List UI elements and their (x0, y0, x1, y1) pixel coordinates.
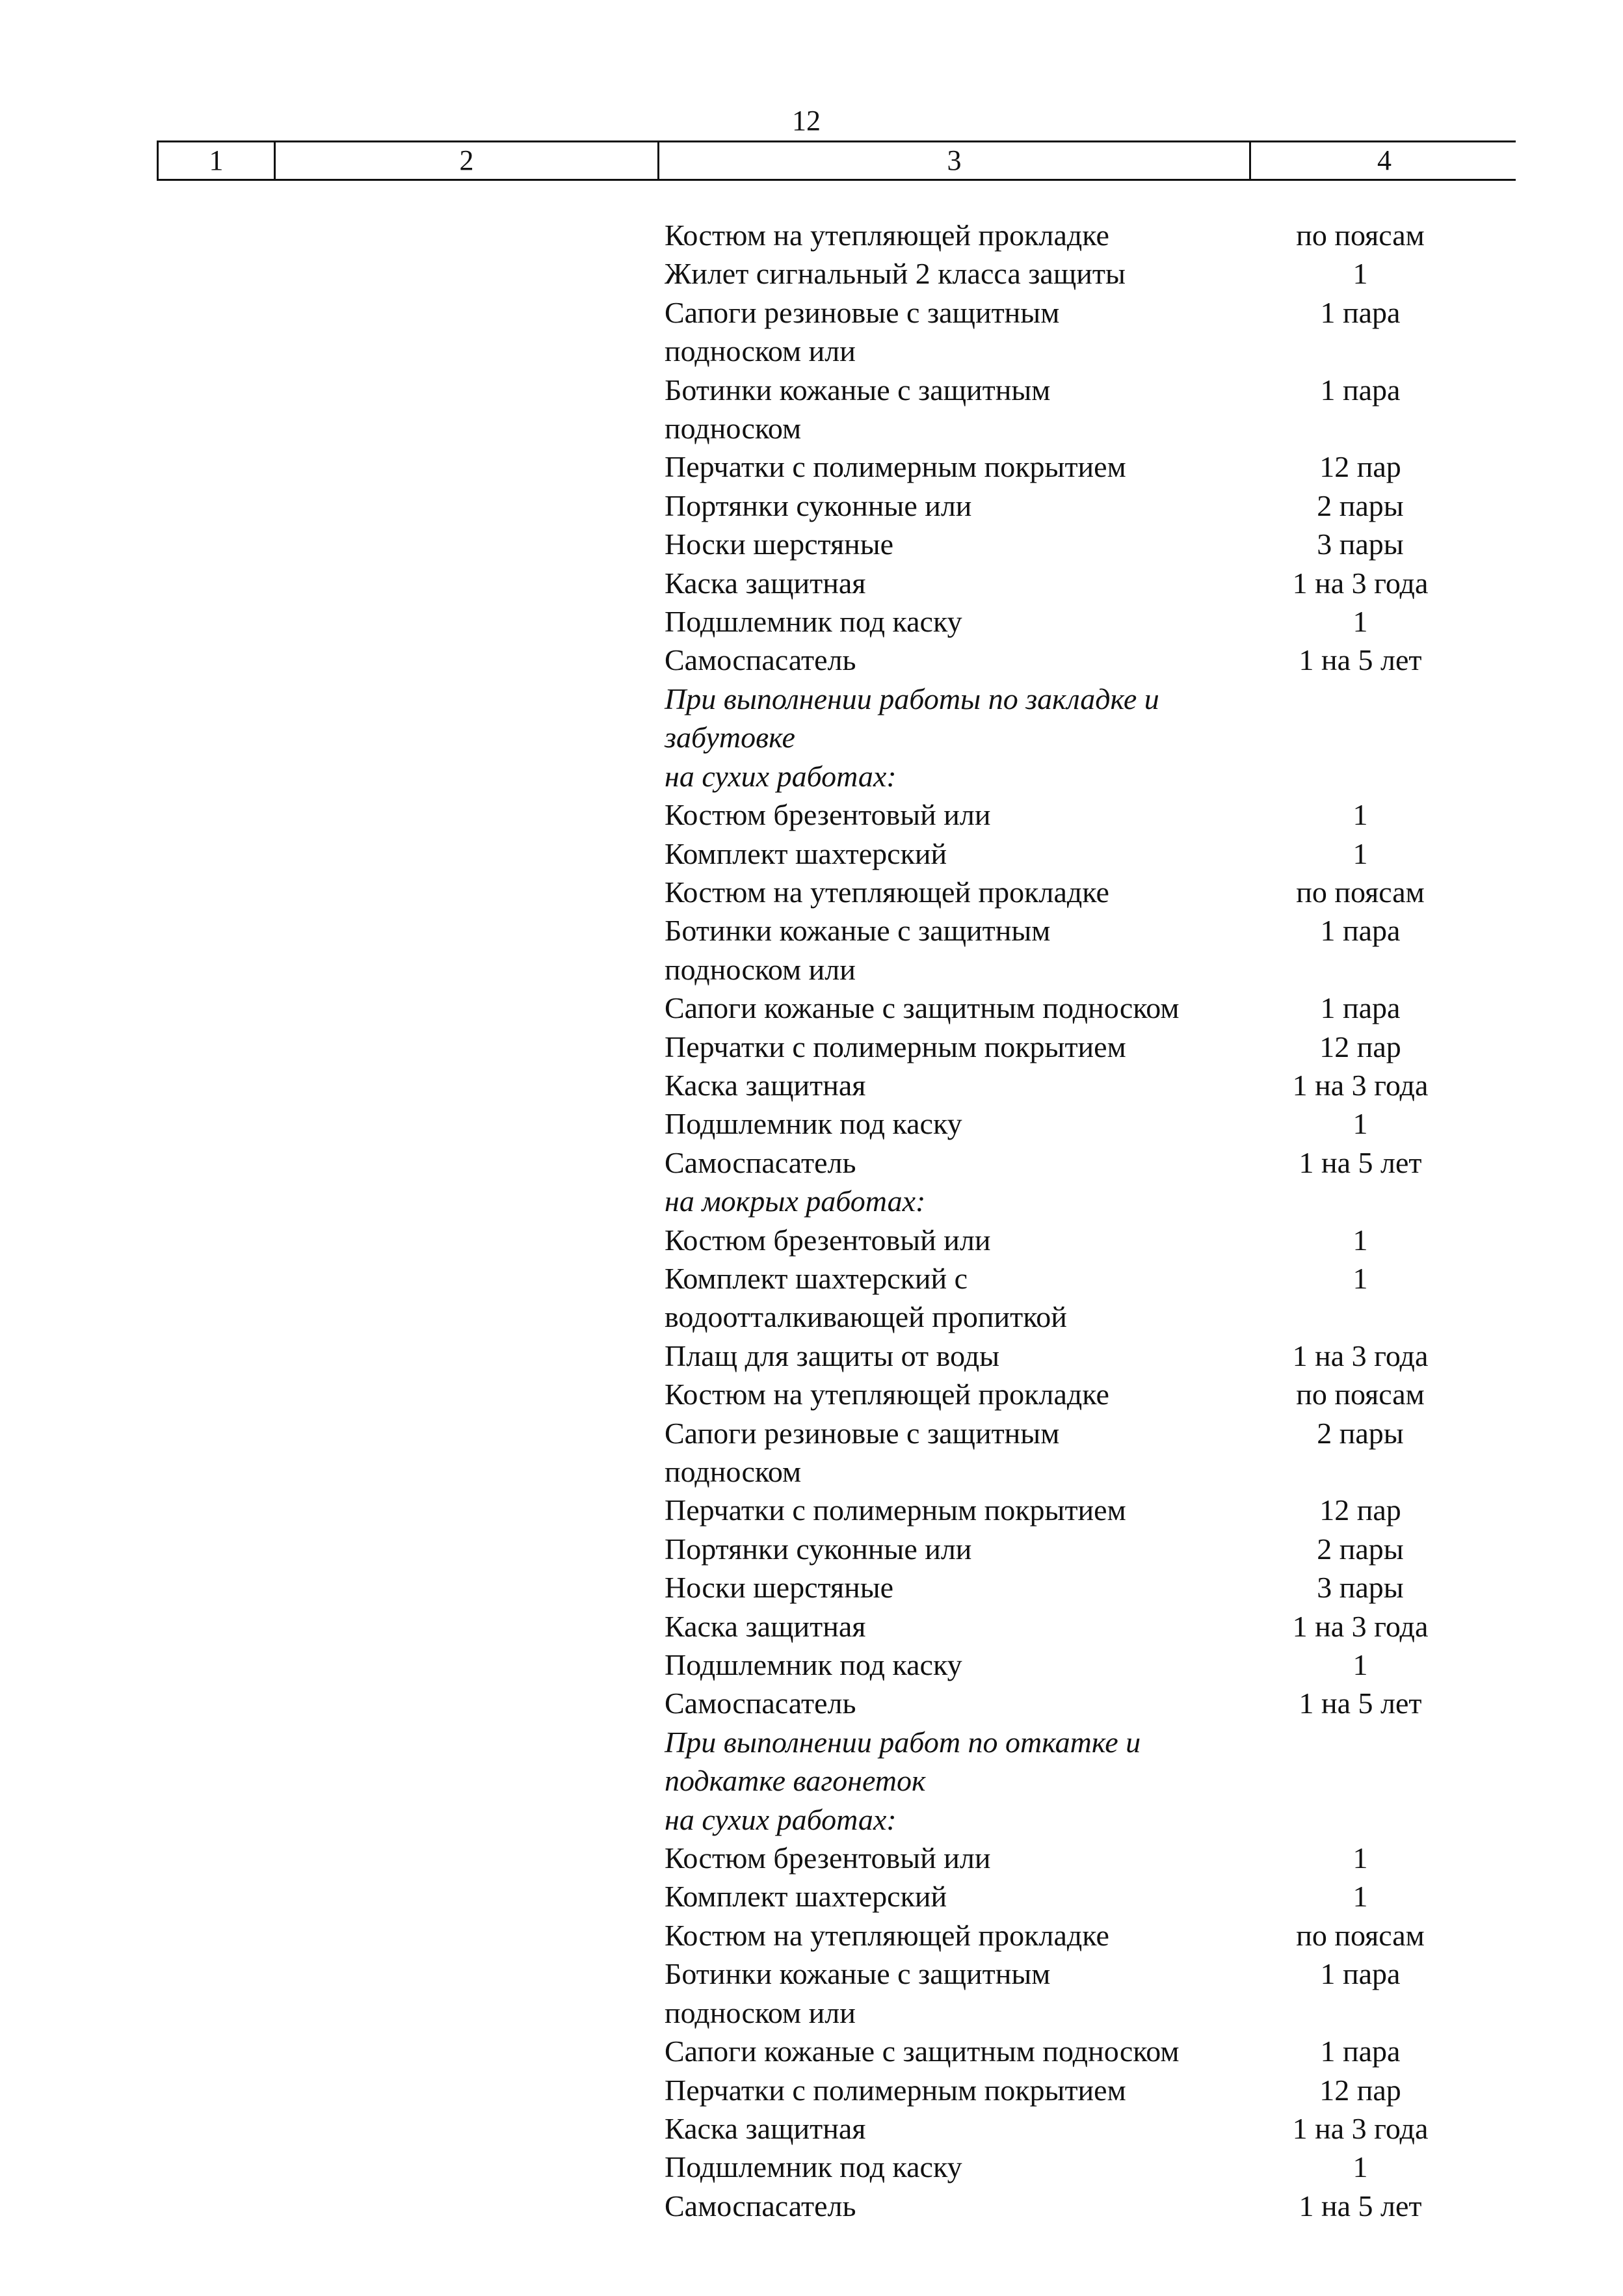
item-name: Костюм на утепляющей прокладке (665, 1378, 1109, 1411)
item-quantity: 2 пары (1317, 488, 1404, 522)
item-quantity: 1 на 3 года (1292, 2111, 1429, 2145)
list-item (665, 1877, 1523, 1916)
section-heading: на сухих работах: (665, 1802, 897, 1836)
list-item (665, 564, 1523, 602)
list-item (665, 487, 1523, 525)
list-item (665, 447, 1523, 486)
item-quantity: 1 на 5 лет (1299, 643, 1422, 677)
item-name: Сапоги резиновые с защитным (665, 295, 1060, 329)
list-item (665, 1452, 1523, 1491)
item-name: подноском или (665, 952, 856, 986)
item-quantity: 1 (1352, 257, 1368, 291)
list-item (665, 1684, 1523, 1722)
item-name: Костюм на утепляющей прокладке (665, 219, 1109, 252)
list-item (665, 1337, 1523, 1375)
list-item (665, 1143, 1523, 1182)
list-item (665, 1723, 1523, 1761)
list-item (665, 1182, 1523, 1220)
item-quantity: 1 (1352, 798, 1368, 832)
item-quantity: 1 на 3 года (1292, 1068, 1429, 1102)
list-item (665, 332, 1523, 370)
item-name: Самоспасатель (665, 1687, 856, 1720)
column-header-2: 2 (276, 142, 659, 179)
column-header-3: 3 (659, 142, 1251, 179)
list-item (665, 2071, 1523, 2109)
item-name: подноском (665, 1455, 802, 1488)
item-name: Самоспасатель (665, 643, 856, 677)
list-item (665, 216, 1523, 254)
list-item (665, 1994, 1523, 2032)
item-quantity: 1 (1352, 1107, 1368, 1141)
item-quantity: 1 на 5 лет (1299, 2189, 1422, 2223)
item-name: Ботинки кожаные с защитным (665, 914, 1051, 948)
item-quantity: 1 на 3 года (1292, 1339, 1429, 1372)
item-name: Ботинки кожаные с защитным (665, 373, 1051, 407)
item-name: подноском или (665, 1996, 856, 2029)
item-name: Самоспасатель (665, 2189, 856, 2223)
page-number: 12 (792, 105, 821, 137)
item-quantity: 1 на 5 лет (1299, 1687, 1422, 1720)
item-quantity: 12 пар (1319, 1030, 1401, 1063)
item-name: Сапоги кожаные с защитным подноском (665, 2035, 1180, 2068)
list-item (665, 1646, 1523, 1684)
item-name: Перчатки с полимерным покрытием (665, 1030, 1126, 1063)
item-name: Каска защитная (665, 2111, 866, 2145)
item-quantity: 1 пара (1320, 991, 1401, 1025)
table-header (157, 140, 1516, 181)
item-name: Портянки суконные или (665, 488, 972, 522)
list-item (665, 2032, 1523, 2070)
list-item (665, 1839, 1523, 1877)
list-item (665, 834, 1523, 873)
item-quantity: 1 (1352, 1223, 1368, 1257)
item-name: Портянки суконные или (665, 1532, 972, 1566)
list-item (665, 1916, 1523, 1955)
item-name: Носки шерстяные (665, 1571, 894, 1605)
list-item (665, 1800, 1523, 1839)
item-quantity: 1 (1352, 605, 1368, 639)
item-name: Каска защитная (665, 566, 866, 600)
item-name: Сапоги кожаные с защитным подноском (665, 991, 1180, 1025)
item-name: Костюм брезентовый или (665, 798, 991, 832)
list-item (665, 1761, 1523, 1800)
item-name: Сапоги резиновые с защитным (665, 1416, 1060, 1450)
item-quantity: 1 на 3 года (1292, 566, 1429, 600)
list-item (665, 795, 1523, 834)
item-quantity: по поясам (1296, 219, 1425, 252)
list-item (665, 911, 1523, 950)
list-item (665, 641, 1523, 679)
item-name: Подшлемник под каску (665, 1107, 962, 1141)
item-quantity: 1 пара (1320, 373, 1401, 407)
list-item (665, 1259, 1523, 1298)
list-item (665, 1028, 1523, 1066)
item-name: Подшлемник под каску (665, 1648, 962, 1682)
item-name: Костюм брезентовый или (665, 1223, 991, 1257)
item-quantity: 1 (1352, 2150, 1368, 2184)
item-quantity: 1 на 5 лет (1299, 1145, 1422, 1179)
item-quantity: 1 (1352, 1841, 1368, 1875)
item-name: водоотталкивающей пропиткой (665, 1300, 1067, 1334)
item-name: Плащ для защиты от воды (665, 1339, 1000, 1372)
item-name: Костюм на утепляющей прокладке (665, 875, 1109, 909)
item-name: Комплект шахтерский (665, 1880, 947, 1914)
item-name: Комплект шахтерский (665, 836, 947, 870)
column-header-4: 4 (1377, 144, 1392, 176)
item-quantity: 3 пары (1317, 527, 1404, 561)
list-item (665, 873, 1523, 911)
list-item (665, 1414, 1523, 1452)
ppe-list (665, 216, 1523, 2225)
list-item (665, 680, 1523, 718)
list-item (665, 1066, 1523, 1104)
list-item (665, 409, 1523, 447)
item-quantity: 12 пар (1319, 450, 1401, 484)
section-heading: При выполнении работы по закладке и (665, 682, 1159, 715)
list-item (665, 989, 1523, 1027)
list-item (665, 1104, 1523, 1143)
item-name: Костюм на утепляющей прокладке (665, 1918, 1109, 1952)
list-item (665, 2109, 1523, 2148)
item-quantity: 1 (1352, 1261, 1368, 1295)
list-item (665, 371, 1523, 409)
list-item (665, 1568, 1523, 1607)
list-item (665, 1607, 1523, 1646)
section-heading: подкатке вагонеток (665, 1764, 926, 1798)
list-item (665, 2187, 1523, 2225)
item-name: Комплект шахтерский с (665, 1261, 968, 1295)
list-item (665, 950, 1523, 989)
item-name: Ботинки кожаные с защитным (665, 1957, 1051, 1991)
item-quantity: 1 пара (1320, 1957, 1401, 1991)
item-name: Перчатки с полимерным покрытием (665, 450, 1126, 484)
item-quantity: по поясам (1296, 1378, 1425, 1411)
item-name: Подшлемник под каску (665, 2150, 962, 2184)
item-quantity: 1 пара (1320, 2035, 1401, 2068)
item-quantity: 1 (1352, 1880, 1368, 1914)
item-quantity: 1 пара (1320, 295, 1401, 329)
item-name: Жилет сигнальный 2 класса защиты (665, 257, 1126, 291)
item-quantity: 12 пар (1319, 2073, 1401, 2107)
list-item (665, 1530, 1523, 1568)
item-name: подноском или (665, 334, 856, 368)
list-item (665, 525, 1523, 563)
list-item (665, 2148, 1523, 2186)
item-quantity: 2 пары (1317, 1416, 1404, 1450)
list-item (665, 718, 1523, 756)
list-item (665, 1298, 1523, 1336)
list-item (665, 293, 1523, 332)
item-quantity: 3 пары (1317, 1571, 1404, 1605)
list-item (665, 1491, 1523, 1529)
item-quantity: 1 (1352, 1648, 1368, 1682)
section-heading: на сухих работах: (665, 759, 897, 793)
list-item (665, 757, 1523, 795)
item-quantity: 12 пар (1319, 1493, 1401, 1527)
item-quantity: 1 пара (1320, 914, 1401, 948)
item-quantity: 1 на 3 года (1292, 1609, 1429, 1643)
item-quantity: 2 пары (1317, 1532, 1404, 1566)
item-quantity: по поясам (1296, 1918, 1425, 1952)
item-name: Перчатки с полимерным покрытием (665, 1493, 1126, 1527)
item-quantity: 1 (1352, 836, 1368, 870)
item-name: Костюм брезентовый или (665, 1841, 991, 1875)
section-heading: на мокрых работах: (665, 1184, 926, 1218)
item-name: Носки шерстяные (665, 527, 894, 561)
item-name: Подшлемник под каску (665, 605, 962, 639)
list-item (665, 1221, 1523, 1259)
list-item (665, 1375, 1523, 1413)
section-heading: забутовке (665, 721, 795, 754)
item-name: Каска защитная (665, 1609, 866, 1643)
list-item (665, 254, 1523, 293)
item-name: Каска защитная (665, 1068, 866, 1102)
item-name: Самоспасатель (665, 1145, 856, 1179)
list-item (665, 1955, 1523, 1993)
item-name: подноском (665, 412, 802, 446)
item-name: Перчатки с полимерным покрытием (665, 2073, 1126, 2107)
list-item (665, 602, 1523, 641)
item-quantity: по поясам (1296, 875, 1425, 909)
column-header-1: 1 (159, 142, 276, 179)
section-heading: При выполнении работ по откатке и (665, 1725, 1141, 1759)
